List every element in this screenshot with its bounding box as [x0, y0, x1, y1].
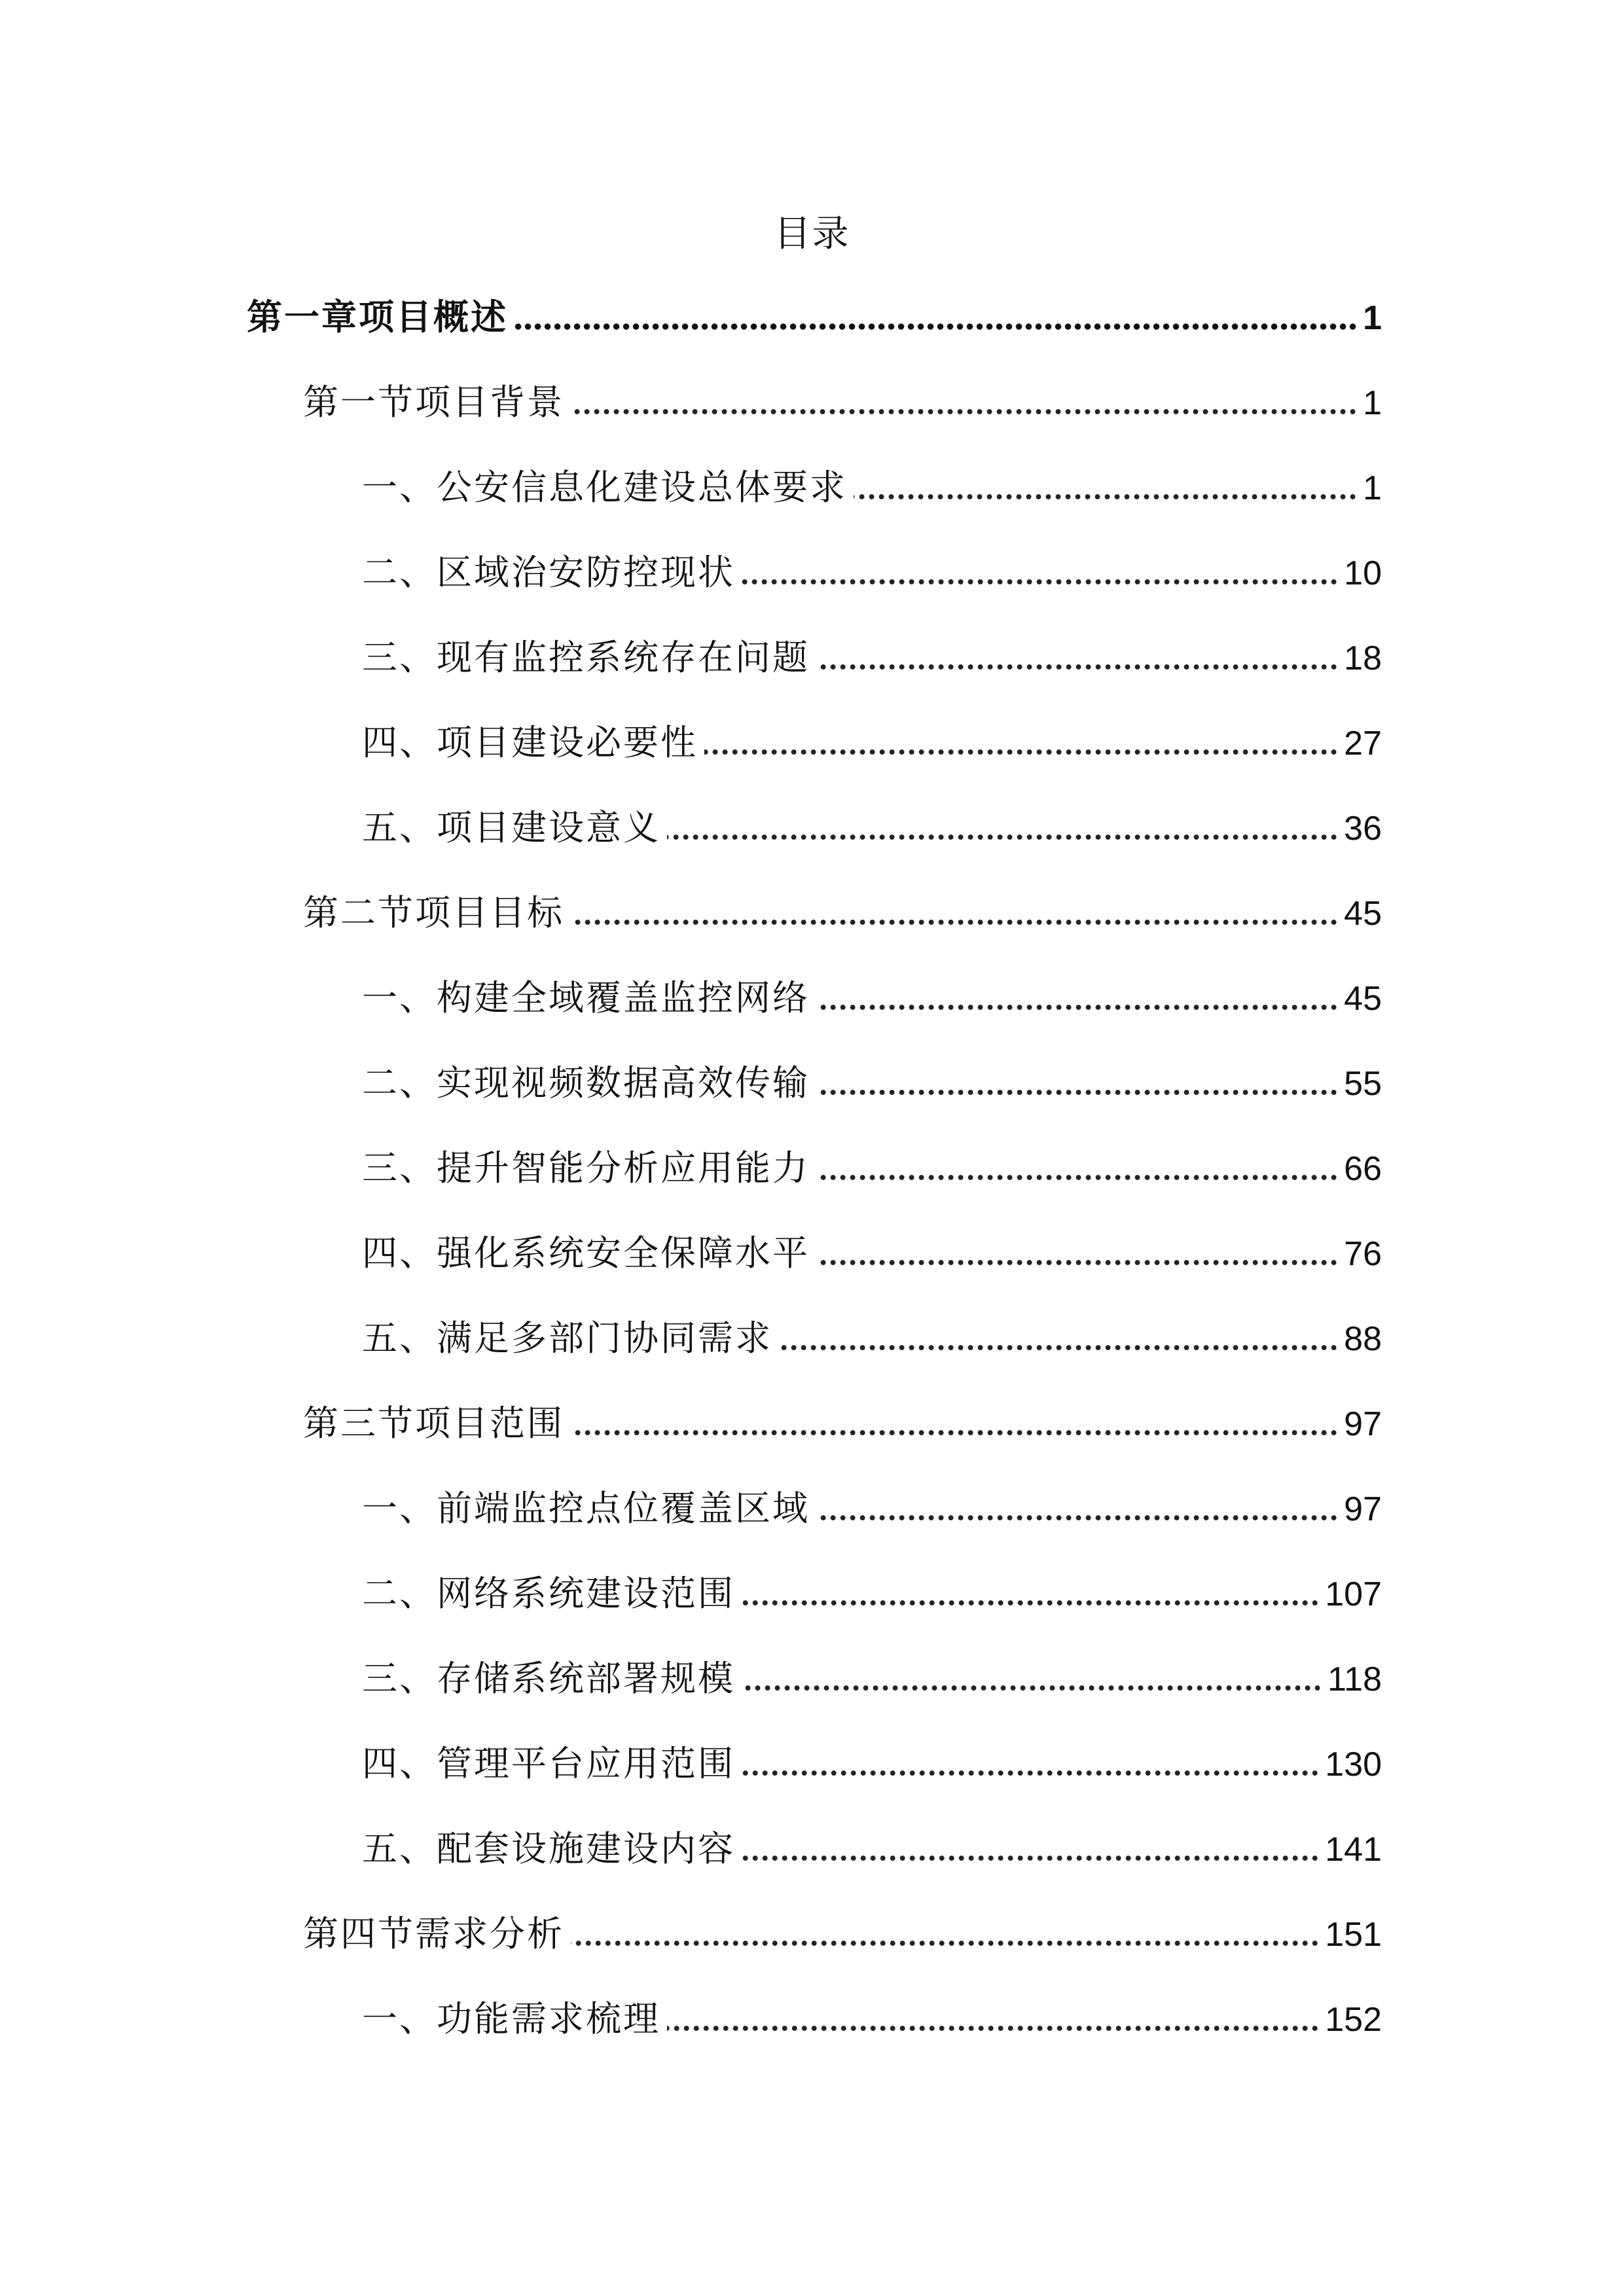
toc-entry-page: 130: [1325, 1746, 1382, 1784]
toc-leader-dots: [571, 1939, 1320, 1948]
toc-entry-page: 152: [1325, 2001, 1382, 2039]
toc-entry-item[interactable]: [362, 1738, 1382, 1790]
toc-entry-page: 10: [1344, 554, 1382, 592]
toc-entry-item[interactable]: [362, 461, 1382, 514]
toc-entry-page: 118: [1327, 1660, 1382, 1698]
toc-entry-label: 第三节项目范围: [303, 1403, 564, 1444]
toc-entry-label: 四、项目建设必要性: [362, 722, 698, 763]
toc-leader-dots: [704, 747, 1339, 757]
toc-leader-dots: [816, 1088, 1339, 1097]
toc-entry-page: 27: [1344, 725, 1382, 762]
toc-entry-page: 45: [1344, 980, 1382, 1018]
toc-entry-item[interactable]: [362, 1227, 1382, 1280]
toc-entry-item[interactable]: [362, 1823, 1382, 1875]
toc-entry-label: 四、强化系统安全保障水平: [362, 1232, 810, 1274]
toc-entry-label: 五、项目建设意义: [362, 807, 660, 848]
toc-entry-label: 一、构建全域覆盖监控网络: [362, 977, 810, 1018]
toc-entry-section-3[interactable]: [303, 1397, 1382, 1450]
toc-leader-dots: [816, 662, 1339, 672]
toc-entry-item[interactable]: [362, 972, 1382, 1024]
toc-entry-page: 76: [1344, 1235, 1382, 1273]
toc-title: 目录: [774, 213, 850, 255]
toc-entry-label: 一、前端监控点位覆盖区域: [362, 1488, 810, 1529]
toc-entry-label: 二、网络系统建设范围: [362, 1573, 735, 1614]
toc-entry-page: 45: [1344, 895, 1382, 933]
toc-entry-page: 141: [1325, 1831, 1382, 1869]
toc-leader-dots: [571, 918, 1339, 927]
toc-entry-label: 三、提升智能分析应用能力: [362, 1147, 810, 1189]
toc-leader-dots: [742, 1683, 1322, 1693]
toc-entry-item[interactable]: [362, 1482, 1382, 1535]
toc-entry-page: 36: [1344, 810, 1382, 848]
toc-entry-label: 第一章项目概述: [247, 296, 508, 338]
toc-entry-label: 第四节需求分析: [303, 1913, 564, 1954]
toc-entry-item[interactable]: [362, 802, 1382, 854]
toc-entry-item[interactable]: [362, 1312, 1382, 1365]
toc-entry-section-1[interactable]: [303, 376, 1382, 429]
toc-entry-page: 55: [1344, 1065, 1382, 1103]
toc-leader-dots: [667, 833, 1339, 842]
toc-leader-dots: [742, 1768, 1320, 1778]
toc-leader-dots: [779, 1343, 1339, 1352]
toc-entry-page: 107: [1325, 1575, 1382, 1613]
toc-leader-dots: [742, 1854, 1320, 1863]
toc-entry-label: 一、公安信息化建设总体要求: [362, 467, 847, 508]
toc-entry-label: 第二节项目目标: [303, 892, 564, 933]
toc-entry-page: 1: [1363, 299, 1382, 337]
toc-entry-label: 四、管理平台应用范围: [362, 1743, 735, 1784]
toc-entry-section-2[interactable]: [303, 887, 1382, 939]
toc-entry-label: 一、功能需求梳理: [362, 1998, 660, 2039]
toc-entry-label: 三、现有监控系统存在问题: [362, 637, 810, 678]
toc-entry-item[interactable]: [362, 1568, 1382, 1620]
toc-leader-dots: [816, 1513, 1339, 1522]
toc-entry-page: 97: [1344, 1490, 1382, 1528]
toc-entry-label: 二、实现视频数据高效传输: [362, 1062, 810, 1103]
toc-entry-page: 18: [1344, 639, 1382, 677]
toc-leader-dots: [571, 1428, 1339, 1437]
toc-leader-dots: [742, 1598, 1320, 1607]
toc-leader-dots: [816, 1003, 1339, 1012]
toc-entry-section-4[interactable]: [303, 1908, 1382, 1960]
toc-entry-item[interactable]: [362, 1993, 1382, 2045]
toc-entry-page: 97: [1344, 1405, 1382, 1443]
toc-leader-dots: [571, 407, 1358, 416]
toc-entry-page: 1: [1363, 384, 1382, 422]
toc-entry-item[interactable]: [362, 1653, 1382, 1705]
toc-entry-label: 三、存储系统部署规模: [362, 1658, 735, 1699]
toc-leader-dots: [816, 1173, 1339, 1182]
toc-leader-dots: [816, 1258, 1339, 1267]
toc-entry-item[interactable]: [362, 632, 1382, 684]
toc-entry-item[interactable]: [362, 1142, 1382, 1194]
toc-entry-page: 66: [1344, 1150, 1382, 1188]
toc-entry-item[interactable]: [362, 547, 1382, 599]
toc-entry-chapter-1[interactable]: [247, 291, 1382, 344]
toc-entry-label: 五、满足多部门协同需求: [362, 1318, 772, 1359]
toc-entry-page: 1: [1363, 469, 1382, 507]
toc-leader-dots: [742, 577, 1339, 586]
toc-leader-dots: [667, 2024, 1320, 2033]
toc-entry-label: 第一节项目背景: [303, 382, 564, 423]
toc-entry-page: 151: [1325, 1916, 1382, 1954]
toc-leader-dots: [514, 322, 1358, 331]
toc-entry-label: 五、配套设施建设内容: [362, 1828, 735, 1869]
toc-entry-item[interactable]: [362, 717, 1382, 769]
toc-entry-label: 二、区域治安防控现状: [362, 552, 735, 593]
toc-leader-dots: [854, 492, 1358, 501]
toc-entry-item[interactable]: [362, 1057, 1382, 1109]
toc-entry-page: 88: [1344, 1320, 1382, 1358]
